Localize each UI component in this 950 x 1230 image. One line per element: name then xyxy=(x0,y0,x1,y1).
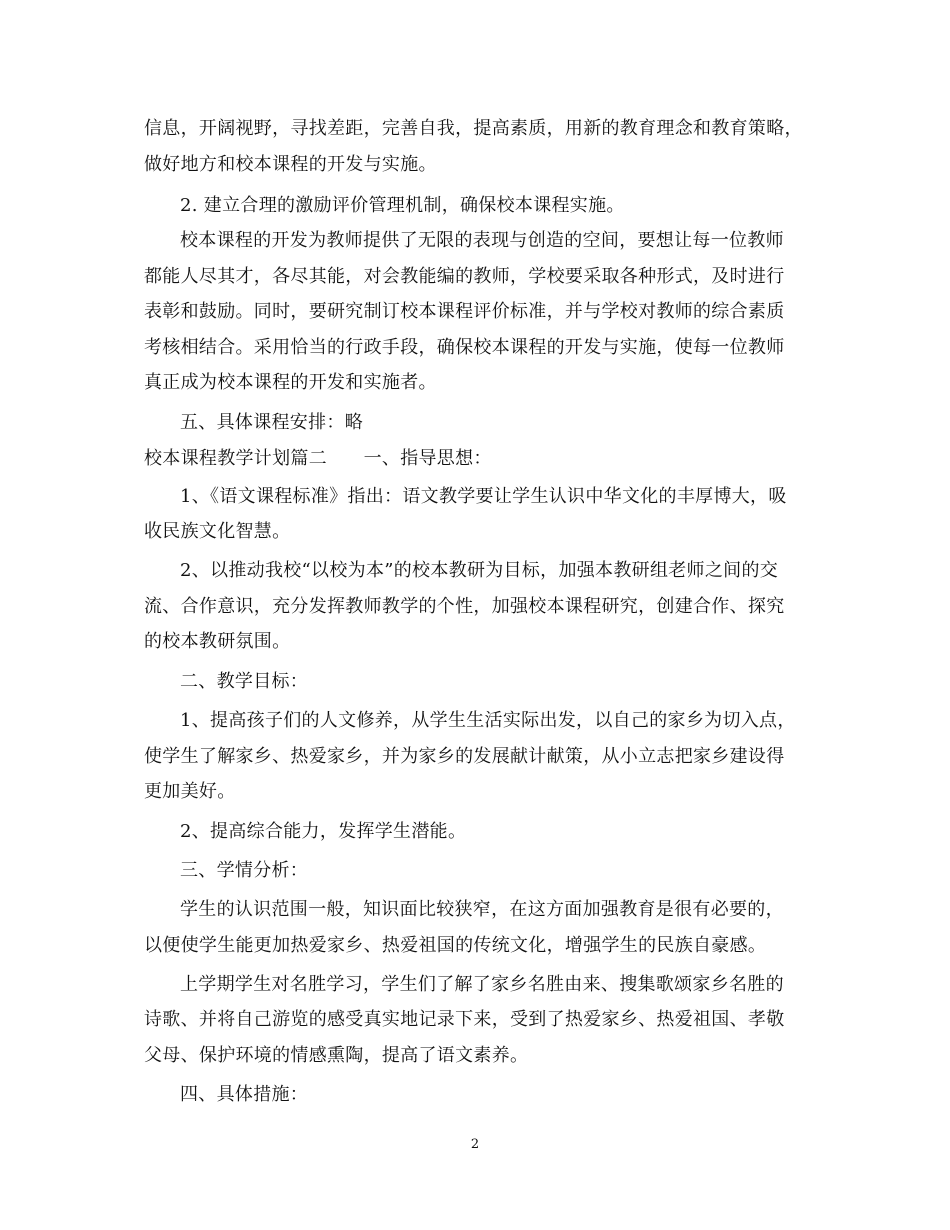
text-line: 使学生了解家乡、热爱家乡，并为家乡的发展献计献策，从小立志把家乡建设得 xyxy=(144,746,785,767)
text-line: 学生的认识范围一般，知识面比较狭窄，在这方面加强教育是很有必要的， xyxy=(180,899,784,920)
text-line: 二、教学目标： xyxy=(180,671,309,692)
text-line: 2、以推动我校“以校为本”的校本教研为目标，加强本教研组老师之间的交 xyxy=(180,560,779,581)
text-line: 五、具体课程安排：略 xyxy=(180,412,363,433)
text-line: 1、《语文课程标准》指出：语文教学要让学生认识中华文化的丰厚博大，吸 xyxy=(180,486,787,507)
text-line: 更加美好。 xyxy=(144,781,236,802)
text-line: 2、提高综合能力，发挥学生潜能。 xyxy=(180,821,467,842)
text-line: 四、具体措施： xyxy=(180,1084,309,1105)
text-line: 的校本教研氛围。 xyxy=(144,631,291,652)
text-line: 1、提高孩子们的人文修养，从学生生活实际出发，以自己的家乡为切入点， xyxy=(180,710,796,731)
text-line: 以便使学生能更加热爱家乡、热爱祖国的传统文化，增强学生的民族自豪感。 xyxy=(144,935,767,956)
text-line: 收民族文化智慧。 xyxy=(144,521,291,542)
text-line: 都能人尽其才，各尽其能，对会教能编的教师，学校要采取各种形式，及时进行 xyxy=(144,266,785,287)
text-line: 信息，开阔视野，寻找差距，完善自我，提高素质，用新的教育理念和教育策略， xyxy=(144,118,803,139)
text-line: 2. 建立合理的激励评价管理机制，确保校本课程实施。 xyxy=(180,195,625,216)
text-line: 校本课程的开发为教师提供了无限的表现与创造的空间，要想让每一位教师 xyxy=(180,230,784,251)
text-line: 流、合作意识，充分发挥教师教学的个性，加强校本课程研究，创建合作、探究 xyxy=(144,596,785,617)
text-line: 真正成为校本课程的开发和实施者。 xyxy=(144,372,437,393)
text-line: 考核相结合。采用恰当的行政手段，确保校本课程的开发与实施，使每一位教师 xyxy=(144,337,785,358)
text-line: 诗歌、并将自己游览的感受真实地记录下来，受到了热爱家乡、热爱祖国、孝敬 xyxy=(144,1009,785,1030)
text-line: 三、学情分析： xyxy=(180,860,309,881)
text-line: 上学期学生对名胜学习，学生们了解了家乡名胜由来、搜集歌颂家乡名胜的 xyxy=(180,974,784,995)
text-line: 表彰和鼓励。同时，要研究制订校本课程评价标准，并与学校对教师的综合素质 xyxy=(144,301,785,322)
section-heading: 校本课程教学计划篇二 一、指导思想： xyxy=(144,448,492,469)
text-line: 做好地方和校本课程的开发与实施。 xyxy=(144,154,437,175)
text-line: 父母、保护环境的情感熏陶，提高了语文素养。 xyxy=(144,1045,529,1066)
page-number: 2 xyxy=(470,1137,480,1152)
